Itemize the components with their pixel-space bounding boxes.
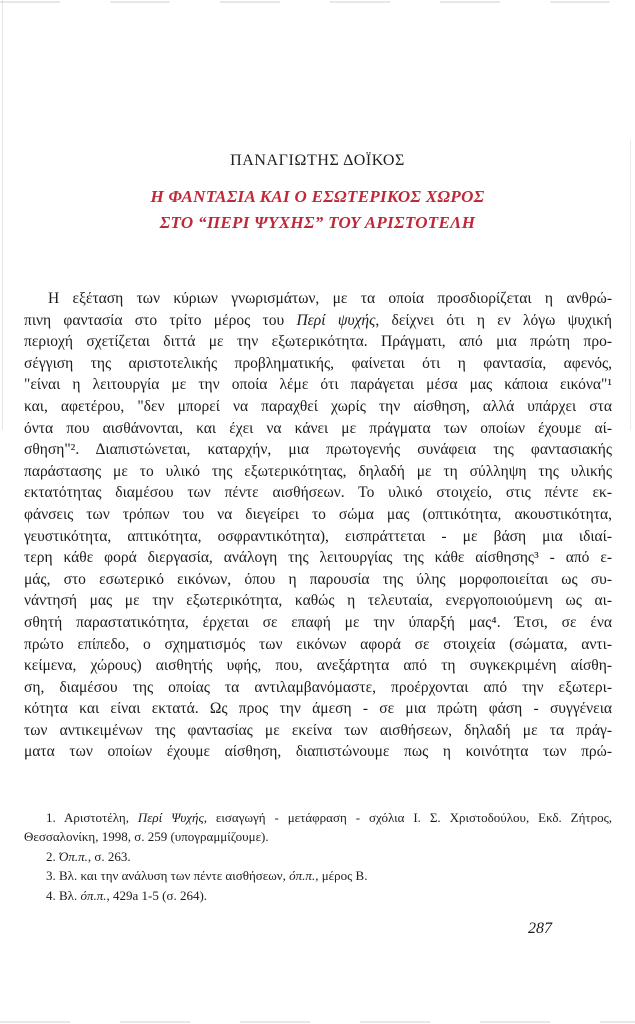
body-line: περιοχή σχετίζεται διττά με την εξωτερικότητα. Πράγματι, από μια πρώτη προ- — [24, 333, 612, 351]
scan-artifact-top-edge — [0, 1, 635, 3]
footnote-1-line-1 — [24, 808, 612, 827]
body-line: κείμενα, χώρους) αισθητής υφής, που, ανεξάρτητα από τη συγκεκριμένη αίσθη- — [24, 657, 612, 675]
body-line — [24, 310, 612, 332]
article-title-line1: Η ΦΑΝΤΑΣΙΑ ΚΑΙ Ο ΕΣΩΤΕΡΙΚΟΣ ΧΩΡΟΣ — [150, 187, 485, 206]
footnote-text: 3. Βλ. και την ανάλυση των πέντε αισθήσεων, — [46, 868, 290, 884]
body-line-text: πινη φαντασία στο τρίτο μέρος του — [24, 311, 297, 329]
article-title — [0, 184, 635, 236]
body-line: πρώτο επίπεδο, ο σχηματισμός των εικόνων αφορά σε στοιχεία (σώματα, αντι- — [24, 635, 612, 653]
footnote-text: 4. Βλ. — [46, 887, 81, 903]
footnote-1-line-2: Θεσσαλονίκη, 1998, σ. 259 (υπογραμμίζουμε). — [24, 829, 269, 845]
footnote-text: , 429a 1-5 (σ. 264). — [106, 887, 208, 903]
body-line: μάς, στο εσωτερικό εικόνων, όπου η παρουσία της ύλης μορφοποιείται ως συ- — [24, 570, 612, 588]
author-name: ΠΑΝΑΓΙΩΤΗΣ ΔΟΪΚΟΣ — [230, 152, 405, 169]
body-line: παράστασης με το υλικό της εξωτερικότητας, δηλαδή με τη σύλληψη της υλικής — [24, 462, 612, 480]
body-line: εκτατότητας διαμέσου των πέντε αισθήσεων. Το υλικό στοιχείο, στις πέντε εκ- — [24, 484, 612, 502]
footnote-text: , εισαγωγή - μετάφραση - σχόλια Ι. Σ. Χριστοδούλου, Εκδ. Ζήτρος, — [203, 810, 612, 825]
opcit-italic: όπ.π. — [80, 887, 107, 903]
body-line: σθητή παραστατικότητα, έρχεται σε επαφή με την ύπαρξή μας⁴. Έτσι, σε ένα — [24, 613, 612, 631]
body-line: όντα που αισθάνονται, και έχει να κάνει με πράγματα των οποίων έχουμε αί- — [24, 419, 612, 437]
article-title-line2: ΣΤΟ “ΠΕΡΙ ΨΥΧΗΣ” ΤΟΥ ΑΡΙΣΤΟΤΕΛΗ — [159, 213, 476, 232]
body-line: και, αφετέρου, "δεν μπορεί να παραχθεί χωρίς την αίσθηση, αλλά υπάρχει στα — [24, 397, 612, 415]
body-line: κότητα και είναι εκτατά. Ως προς την άμεση - σε μια πρώτη φάση - συγγένεια — [24, 700, 612, 718]
book-title-italic: Περί Ψυχής — [137, 810, 204, 825]
body-line: "είναι η λειτουργία με την οποία λέμε ότι παράγεται μέσα μας κάποια εικόνα"¹ — [24, 376, 612, 394]
opcit-italic: Όπ.π. — [59, 848, 88, 864]
body-line: των αντικειμένων της φαντασίας με εκείνα των αισθήσεων, δηλαδή με τα πράγ- — [24, 721, 612, 739]
body-line: Η εξέταση των κύριων γνωρισμάτων, με τα οποία προσδιορίζεται η ανθρώ- — [48, 290, 612, 307]
body-line: τερη κάθε φορά διεργασία, ανάλογη της λειτουργίας της κάθε αίσθησης³ - από ε- — [24, 549, 612, 567]
body-line: ματα των οποίων έχουμε αίσθηση, διαπιστώνουμε πως η κοινότητα των πρώ- — [24, 743, 612, 761]
footnote-text: , σ. 263. — [87, 848, 131, 864]
footnote-text: 1. Αριστοτέλη, — [46, 810, 138, 825]
body-line: γευστικότητα, απτικότητα, οσφραντικότητα), εισπράττεται - με βάση μια ιδιαί- — [24, 527, 612, 545]
footnote-2 — [24, 847, 612, 866]
footnote-3 — [24, 866, 612, 885]
body-line: νάντησή μας με την εξωτερικότητα, καθώς η τελευταία, ενεργοποιούμενη ως αι- — [24, 592, 612, 610]
footnote-4 — [24, 886, 612, 905]
book-title-italic: Περί ψυχής — [296, 311, 376, 329]
footnote-text: , μέρος Β. — [315, 868, 368, 884]
body-paragraph — [24, 288, 612, 763]
scan-artifact-bottom-edge — [0, 1021, 635, 1023]
body-line: σθηση"². Διαπιστώνεται, καταρχήν, μια πρωτογενής συνάφεια της φαντασιακής — [24, 441, 612, 459]
body-line: σέγγιση της αριστοτελικής προβληματικής, φαίνεται ότι η φαντασία, αφενός, — [24, 354, 612, 372]
body-line-text: , δείχνει ότι η εν λόγω ψυχική — [375, 311, 612, 329]
opcit-italic: όπ.π. — [289, 868, 316, 884]
footnote-text: 2. — [46, 848, 59, 864]
body-line: ση, διαμέσου της οποίας τα αντιλαμβανόμαστε, προέρχονται από την εξωτερι- — [24, 678, 612, 696]
footnotes-block — [24, 808, 612, 905]
page-number: 287 — [528, 920, 552, 937]
body-line: φάνσεις των τρόπων του να διεγείρει το σώμα μας (οπτικότητα, ακουστικότητα, — [24, 505, 612, 523]
